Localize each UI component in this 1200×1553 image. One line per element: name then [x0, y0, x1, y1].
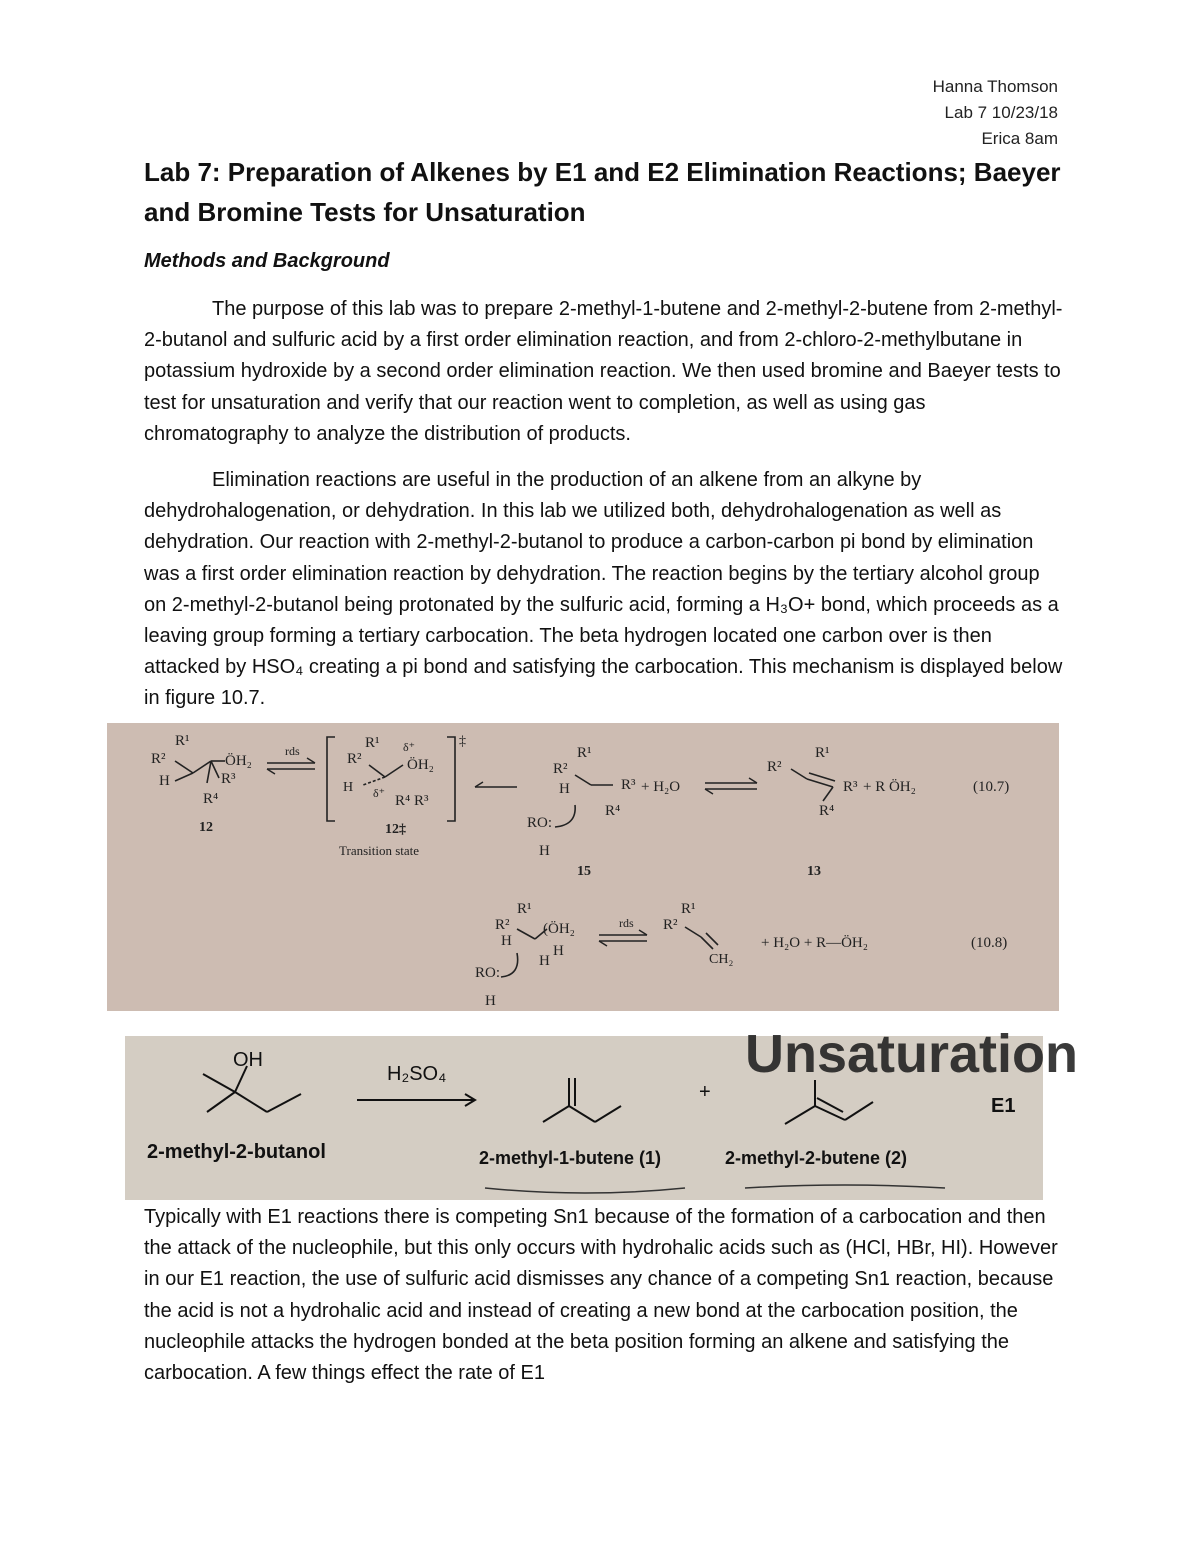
- reaction-figure: [125, 1024, 1079, 1200]
- header-info: [933, 74, 1058, 152]
- paragraph-sn1: Typically with E1 reactions there is competing Sn1 because of the formation of a carbocation and then the attack of the nucleophile, but this only occurs with hydrohalic acids such as (HCl, HBr, HI). However in our E1 reaction, the use of sulfuric acid dismisses any chance of a competing Sn1 reaction, because the acid is not a hydrohalic acid and instead of creating a new bond at the carbocation position, the nucleophile attacks the hydrogen bonded at the beta position forming an alkene and satisfying the carbocation. A few things effect the rate of E1: [144, 1206, 1058, 1385]
- product1-name: 2-methyl-1-butene (1): [479, 1148, 662, 1168]
- svg-text:R¹: R¹: [365, 735, 380, 751]
- products-13: + R ÖH₂: [863, 779, 916, 795]
- svg-text:H: H: [559, 781, 570, 797]
- svg-text:R¹: R¹: [815, 745, 830, 761]
- product2-name: 2-methyl-2-butene (2): [725, 1148, 908, 1168]
- transition-state-label: Transition state: [339, 843, 420, 858]
- svg-text:H: H: [501, 933, 512, 949]
- svg-text:H: H: [343, 780, 354, 795]
- butene-1-skeleton: [543, 1078, 621, 1122]
- mechanism-figure: [107, 723, 1059, 1011]
- svg-text:R¹: R¹: [517, 901, 532, 917]
- h-label-1: H: [539, 843, 550, 859]
- label-15: 15: [577, 864, 591, 879]
- reaction-diagram: [125, 1024, 1079, 1200]
- author-name: Hanna Thomson: [932, 77, 1058, 96]
- e1-label: E1: [991, 1095, 1016, 1117]
- svg-text:R⁴: R⁴: [203, 791, 219, 807]
- butene-2-skeleton: [785, 1080, 873, 1124]
- svg-text:R⁴: R⁴: [605, 803, 621, 819]
- label-13: 13: [807, 864, 821, 879]
- svg-text:R⁴ R³: R⁴ R³: [395, 793, 429, 809]
- svg-text:R²: R²: [767, 759, 782, 775]
- svg-text:H: H: [553, 943, 564, 959]
- svg-text:R³: R³: [621, 777, 636, 793]
- background-heading-fragment: Unsaturation: [745, 1024, 1079, 1084]
- ro-label-1: RO:: [527, 815, 553, 831]
- plus-sign: +: [699, 1081, 711, 1103]
- water-plus: + H₂O: [641, 779, 681, 795]
- svg-text:(ÖH₂: (ÖH₂: [543, 921, 575, 937]
- equation-number-10-7: (10.7): [973, 779, 1010, 795]
- svg-text:R²: R²: [495, 917, 510, 933]
- svg-text:R¹: R¹: [681, 901, 696, 917]
- svg-text:R²: R²: [663, 917, 678, 933]
- ro-label-2: RO:: [475, 965, 501, 981]
- svg-text:ÖH₂: ÖH₂: [407, 757, 434, 773]
- svg-text:R²: R²: [347, 751, 362, 767]
- paragraph-elimination: Elimination reactions are useful in the production of an alkene from an alkyne by dehydrohalogenation, or dehydration. In this lab we utilized both, dehydrohalogenation as well as dehydration. Our reaction with 2-methyl-2-butanol to produce a carbon-carbon pi bond by elimination was a first order elimination reaction by dehydration. The reaction begins by the tertiary alcohol group on 2-methyl-2-butanol being protonated by the sulfuric acid, forming a H₃O+ bond, which proceeds as a leaving group forming a tertiary carbocation. The beta hydrogen located one carbon over is then attacked by HSO₄ creating a pi bond and satisfying the carbocation. This mechanism is displayed below in figure 10.7.: [144, 469, 1063, 710]
- products-10-8: + H₂O + R—ÖH₂: [761, 935, 868, 951]
- svg-text:R²: R²: [151, 751, 166, 767]
- ta-session: Erica 8am: [981, 129, 1058, 148]
- svg-text:H: H: [159, 773, 170, 789]
- svg-text:H: H: [539, 953, 550, 969]
- svg-text:R¹: R¹: [577, 745, 592, 761]
- svg-text:R⁴: R⁴: [819, 803, 835, 819]
- reagent-label: H₂SO₄: [387, 1063, 447, 1085]
- oh-label: OH: [233, 1049, 263, 1071]
- equation-number-10-8: (10.8): [971, 935, 1008, 951]
- h-label-2: H: [485, 993, 496, 1009]
- mechanism-diagram: [107, 723, 1059, 1011]
- label-12: 12: [199, 820, 213, 835]
- reactant-name: 2-methyl-2-butanol: [147, 1141, 326, 1163]
- svg-text:R²: R²: [553, 761, 568, 777]
- svg-text:R³: R³: [843, 779, 858, 795]
- paragraph-purpose: The purpose of this lab was to prepare 2-methyl-1-butene and 2-methyl-2-butene from 2-methyl-2-butanol and sulfuric acid by a first order elimination reaction, and from 2-chloro-2-methylbutane in potassium hydroxide by a second order elimination reaction. We then used bromine and Baeyer tests to test for unsaturation and verify that our reaction went to completion, as well as using gas chromatography to analyze the distribution of products.: [144, 298, 1063, 445]
- reaction-arrow: [357, 1094, 475, 1106]
- structure-12: [175, 761, 225, 783]
- svg-text:ÖH₂: ÖH₂: [225, 753, 252, 769]
- svg-text:δ⁺: δ⁺: [373, 786, 385, 800]
- rds-label-2: rds: [619, 916, 634, 930]
- svg-text:R¹: R¹: [175, 733, 190, 749]
- ch2-label: CH₂: [709, 952, 734, 967]
- svg-text:‡: ‡: [459, 734, 466, 749]
- rds-label: rds: [285, 744, 300, 758]
- svg-text:R³: R³: [221, 771, 236, 787]
- butanol-skeleton: [203, 1066, 301, 1112]
- section-heading: Methods and Background: [144, 250, 390, 272]
- label-12ts: 12‡: [385, 822, 406, 837]
- document-title: Lab 7: Preparation of Alkenes by E1 and E2 Elimination Reactions; Baeyer and Bromine Tests for Unsaturation: [144, 157, 1061, 227]
- svg-text:δ⁺: δ⁺: [403, 740, 415, 754]
- lab-date: Lab 7 10/23/18: [944, 103, 1058, 122]
